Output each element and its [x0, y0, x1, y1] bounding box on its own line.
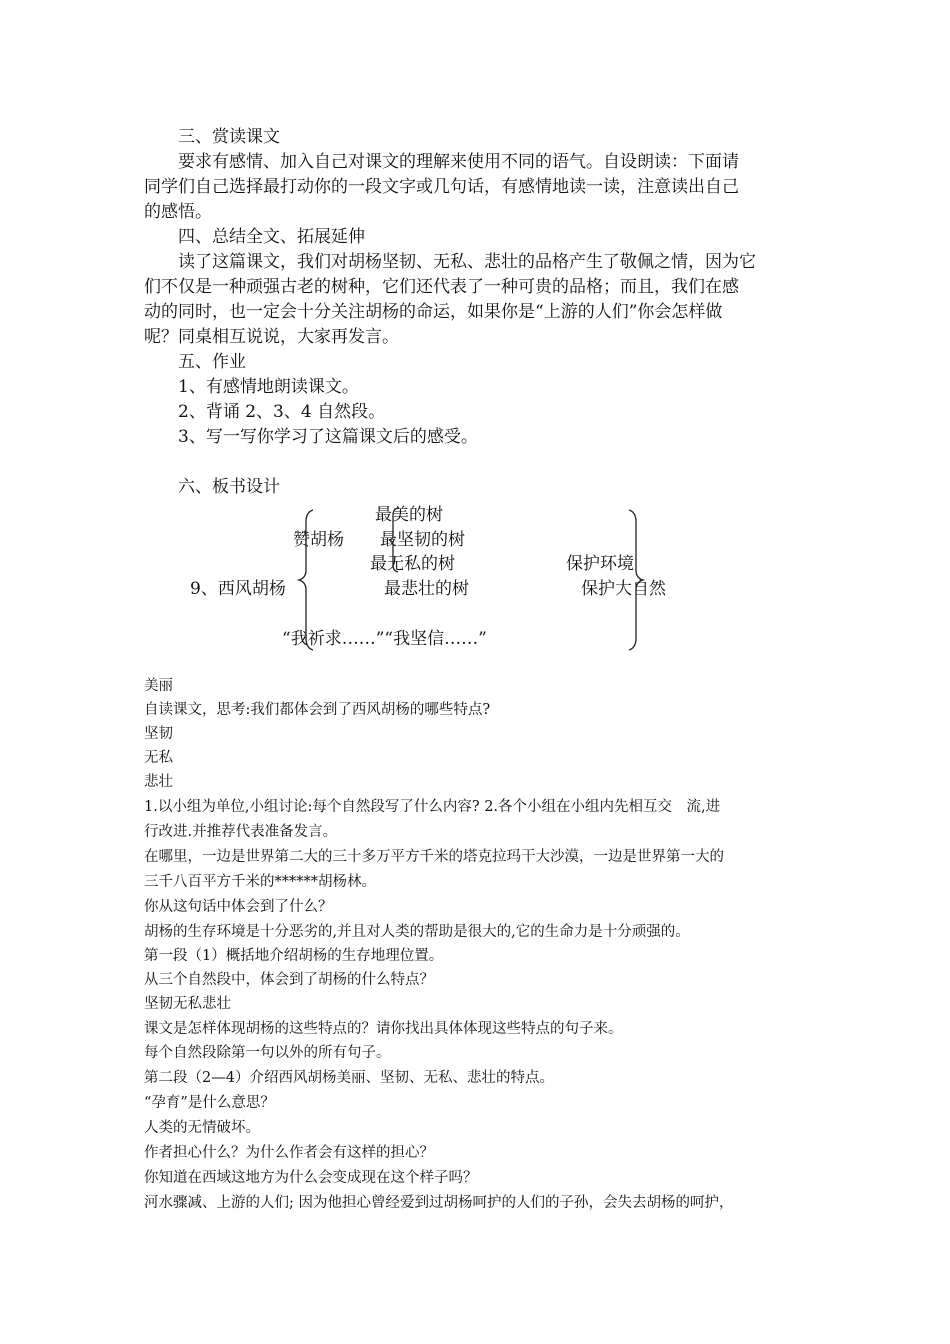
board-tree-1: 最美的树	[375, 505, 443, 525]
note-8: 在哪里，一边是世界第二大的三十多万平方千米的塔克拉玛干大沙漠，一边是世界第一大的	[144, 849, 724, 865]
section4-line-1: 读了这篇课文，我们对胡杨坚韧、无私、悲壮的品格产生了敬佩之情，因为它	[178, 252, 756, 272]
section3-line-3: 的感悟。	[144, 202, 212, 222]
note-5: 悲壮	[144, 774, 173, 790]
section4-line-3: 动的同时，也一定会十分关注胡杨的命运，如果你是“上游的人们”你会怎样做	[144, 302, 723, 322]
note-22: 河水骤减、上游的人们; 因为他担心曾经爱到过胡杨呵护的人们的子孙，会失去胡杨的呵护，	[144, 1195, 734, 1211]
section5-heading: 五、作业	[178, 352, 246, 372]
note-21: 你知道在西域这地方为什么会变成现在这个样子吗？	[144, 1170, 478, 1186]
note-11: 胡杨的生存环境是十分恶劣的,并且对人类的帮助是很大的,它的生命力是十分顽强的。	[144, 924, 690, 940]
board-protect-2: 保护大自然	[581, 579, 666, 599]
note-3: 坚韧	[144, 726, 173, 742]
right-brace	[626, 510, 646, 650]
board-tree-4: 最悲壮的树	[384, 579, 469, 599]
note-20: 作者担心什么？为什么作者会有这样的担心？	[144, 1145, 434, 1161]
note-1: 美丽	[144, 678, 173, 694]
note-15: 课文是怎样体现胡杨的这些特点的？请你找出具体体现这些特点的句子来。	[144, 1021, 623, 1037]
section3-line-2: 同学们自己选择最打动你的一段文字或几句话，有感情地读一读，注意读出自己	[144, 177, 739, 197]
note-9: 三千八百平方千米的******胡杨林。	[144, 874, 376, 890]
note-6: 1.以小组为单位,小组讨论:每个自然段写了什么内容? 2.各个小组在小组内先相互交 流,进	[144, 799, 721, 815]
section4-heading: 四、总结全文、拓展延伸	[178, 227, 365, 247]
section4-line-4: 呢？同桌相互说说，大家再发言。	[144, 327, 399, 347]
note-17: 第二段（2—4）介绍西风胡杨美丽、坚韧、无私、悲壮的特点。	[144, 1070, 554, 1086]
note-14: 坚韧无私悲壮	[144, 996, 231, 1012]
board-praise: 赞胡杨	[293, 530, 344, 550]
note-4: 无私	[144, 750, 173, 766]
board-tree-2: 最坚韧的树	[380, 530, 465, 550]
board-title: 9、西风胡杨	[190, 579, 286, 599]
homework-item-2: 2、背诵 2、3、4 自然段。	[178, 402, 386, 422]
note-16: 每个自然段除第一句以外的所有句子。	[144, 1045, 391, 1061]
board-tree-3: 最无私的树	[370, 554, 455, 574]
note-19: 人类的无情破坏。	[144, 1120, 260, 1136]
note-18: “孕育”是什么意思？	[144, 1095, 275, 1111]
board-quote: “我祈求……”“我坚信……”	[282, 629, 487, 649]
board-protect-1: 保护环境	[566, 554, 634, 574]
section3-heading: 三、赏读课文	[178, 127, 280, 147]
section6-heading: 六、板书设计	[178, 477, 280, 497]
section3-line-1: 要求有感情、加入自己对课文的理解来使用不同的语气。自设朗读：下面请	[178, 152, 739, 172]
left-brace	[298, 510, 318, 650]
section4-line-2: 们不仅是一种顽强古老的树种，它们还代表了一种可贵的品格；而且，我们在感	[144, 277, 739, 297]
homework-item-1: 1、有感情地朗读课文。	[178, 377, 359, 397]
note-12: 第一段（1）概括地介绍胡杨的生存地理位置。	[144, 948, 444, 964]
note-13: 从三个自然段中，体会到了胡杨的什么特点？	[144, 972, 434, 988]
note-10: 你从这句话中体会到了什么？	[144, 899, 333, 915]
homework-item-3: 3、写一写你学习了这篇课文后的感受。	[178, 427, 478, 447]
note-7: 行改进.并推荐代表准备发言。	[144, 824, 338, 840]
inner-brace	[388, 508, 402, 572]
note-2: 自读课文，思考:我们都体会到了西风胡杨的哪些特点?	[144, 702, 491, 718]
